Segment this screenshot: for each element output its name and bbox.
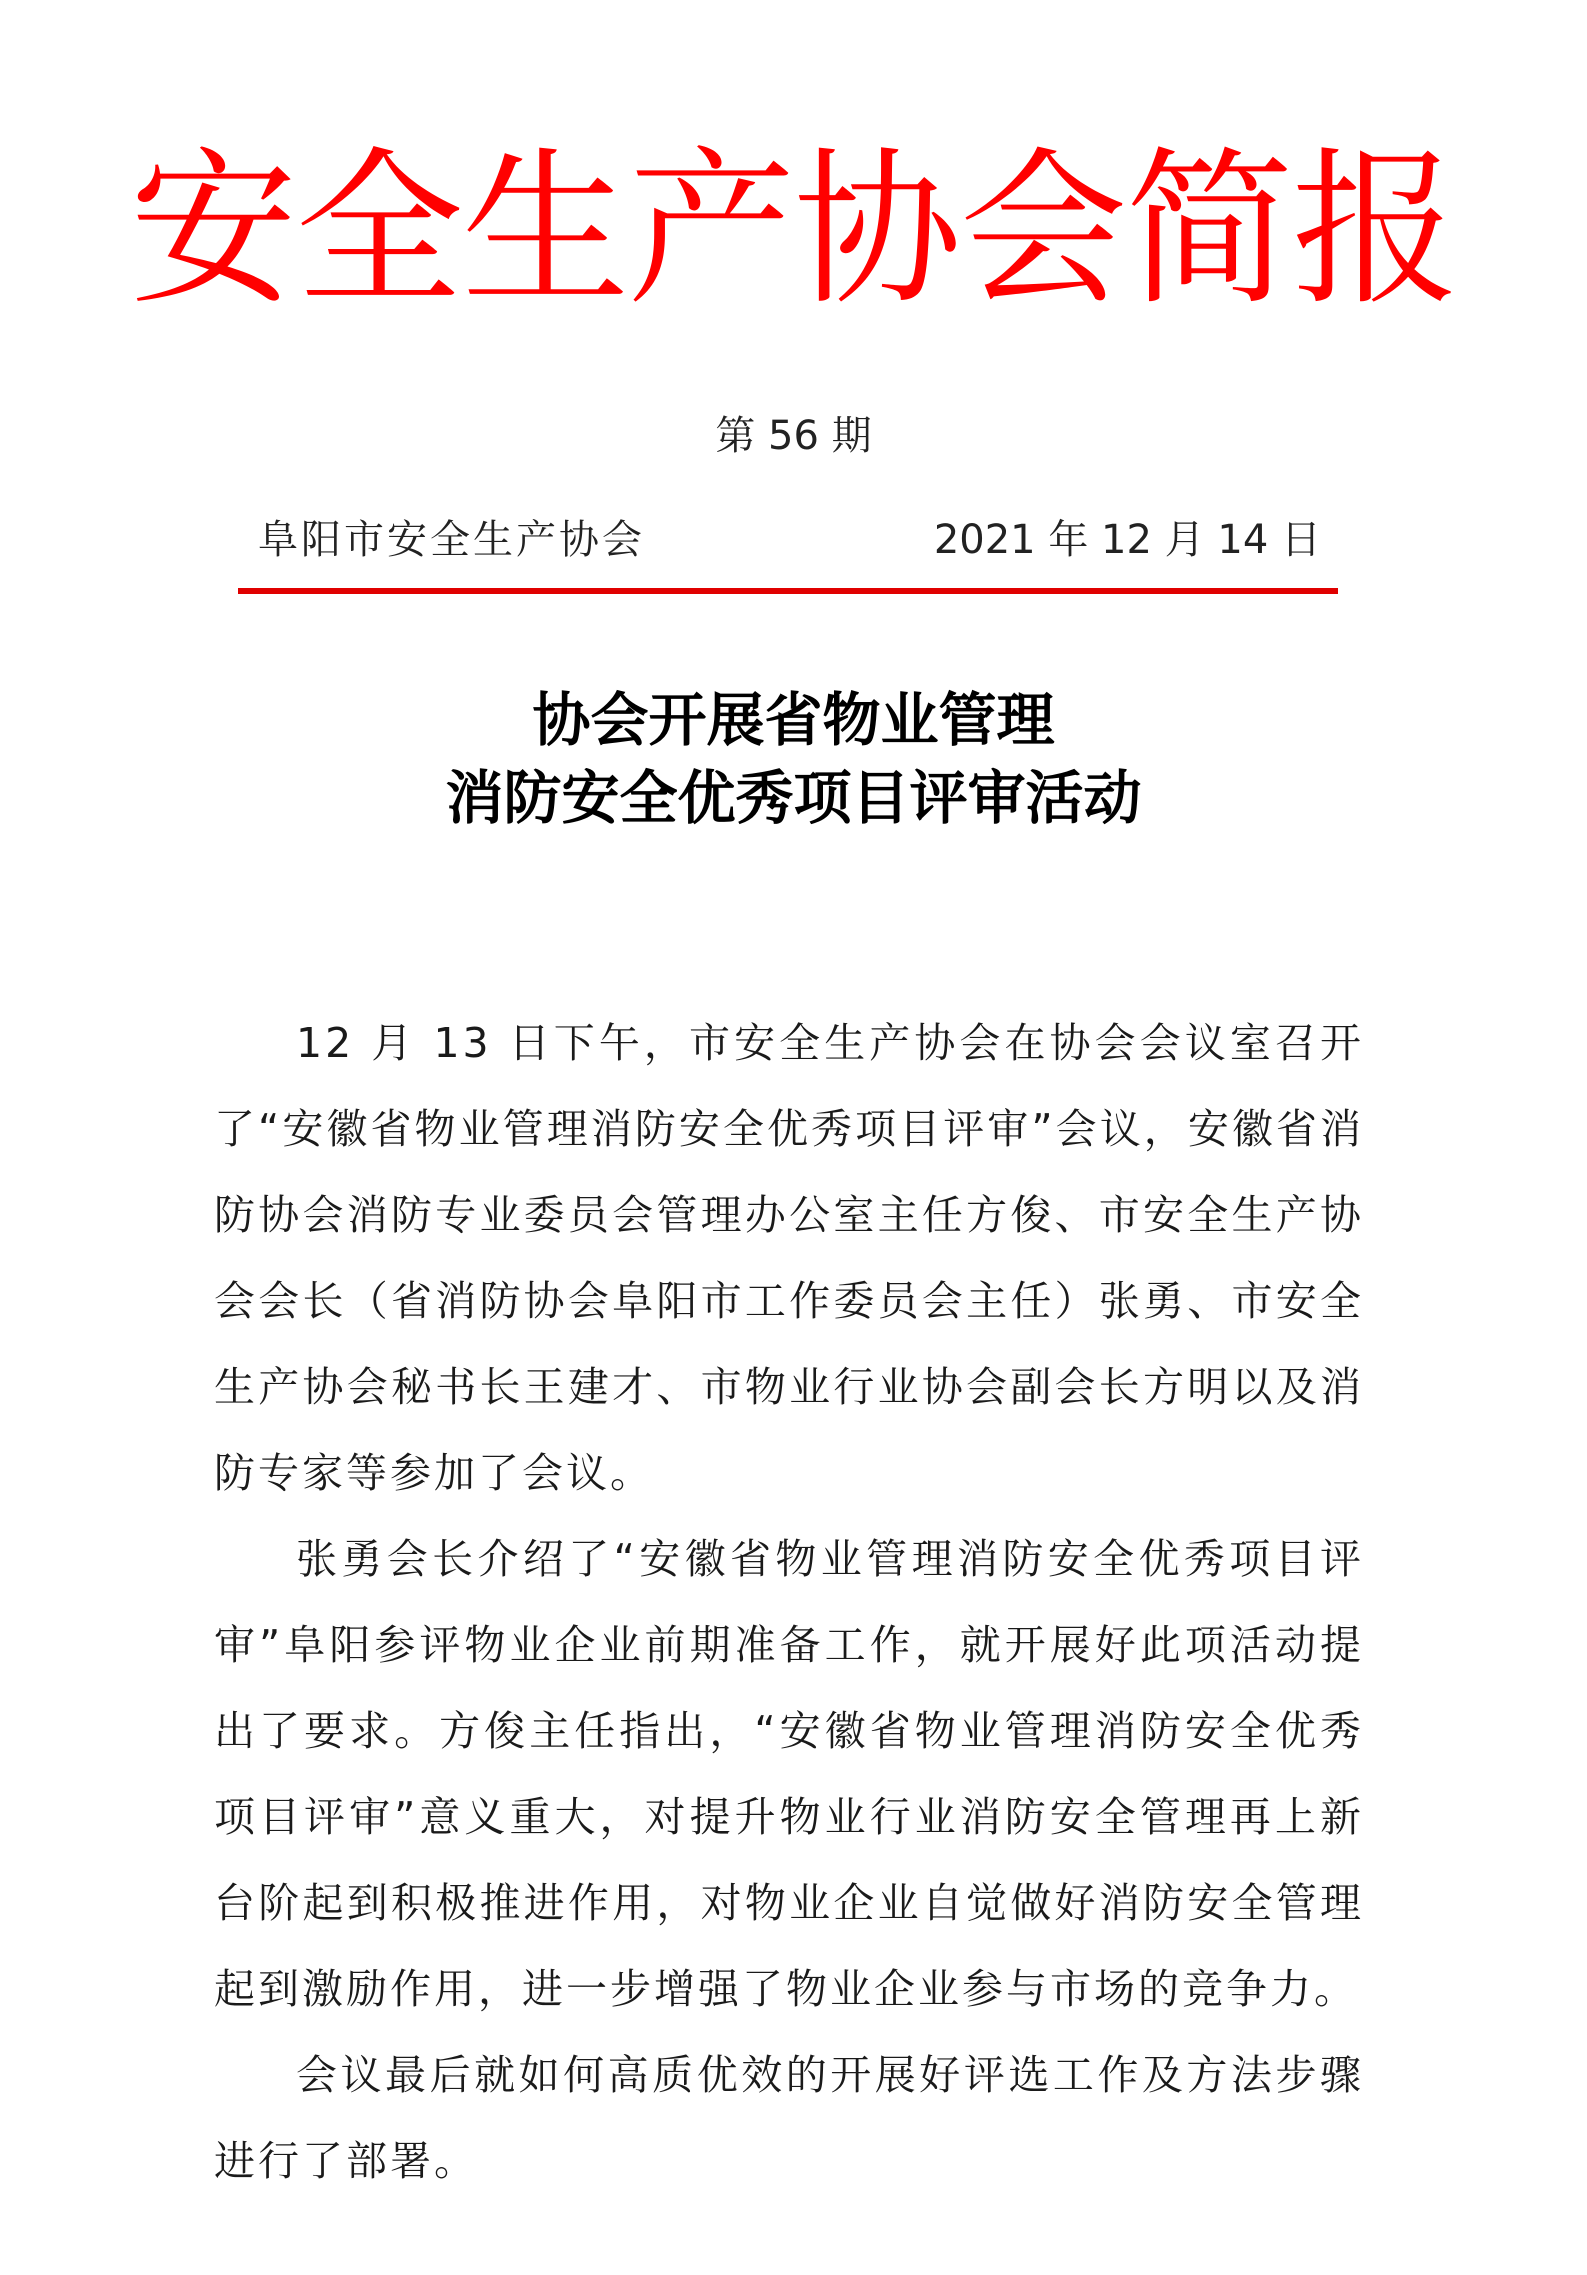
- article-headline-line1: 协会开展省物业管理: [532, 686, 1055, 754]
- article-headline-line2: 消防安全优秀项目评审活动: [445, 764, 1142, 832]
- publication-date: 2021 年 12 月 14 日: [933, 517, 1321, 563]
- publisher-organization: 阜阳市安全生产协会: [258, 517, 645, 563]
- issue-number: 第 56 期: [715, 413, 872, 459]
- article-paragraph-1: 12 月 13 日下午，市安全生产协会在协会会议室召开了“安徽省物业管理消防安全优秀项目评审”会议，安徽省消防协会消防专业委员会管理办公室主任方俊、市安全生产协会会长（省消防协会阜阳市工作委员会主任）张勇、市安全生产协会秘书长王建才、市物业行业协会副会长方明以及消防专家等参加了会议。: [214, 1019, 1364, 1497]
- article-paragraph-2: 张勇会长介绍了“安徽省物业管理消防安全优秀项目评审”阜阳参评物业企业前期准备工作，就开展好此项活动提出了要求。方俊主任指出，“安徽省物业管理消防安全优秀项目评审”意义重大，对提升物业行业消防安全管理再上新台阶起到积极推进作用，对物业企业自觉做好消防安全管理起到激励作用，进一步增强了物业企业参与市场的竞争力。: [214, 1535, 1364, 2013]
- masthead-title: 安全生产协会简报: [129, 132, 1458, 328]
- masthead-divider: [238, 588, 1338, 594]
- article-body: [214, 1000, 1364, 2204]
- article-paragraph-3: 会议最后就如何高质优效的开展好评选工作及方法步骤进行了部署。: [214, 2051, 1364, 2185]
